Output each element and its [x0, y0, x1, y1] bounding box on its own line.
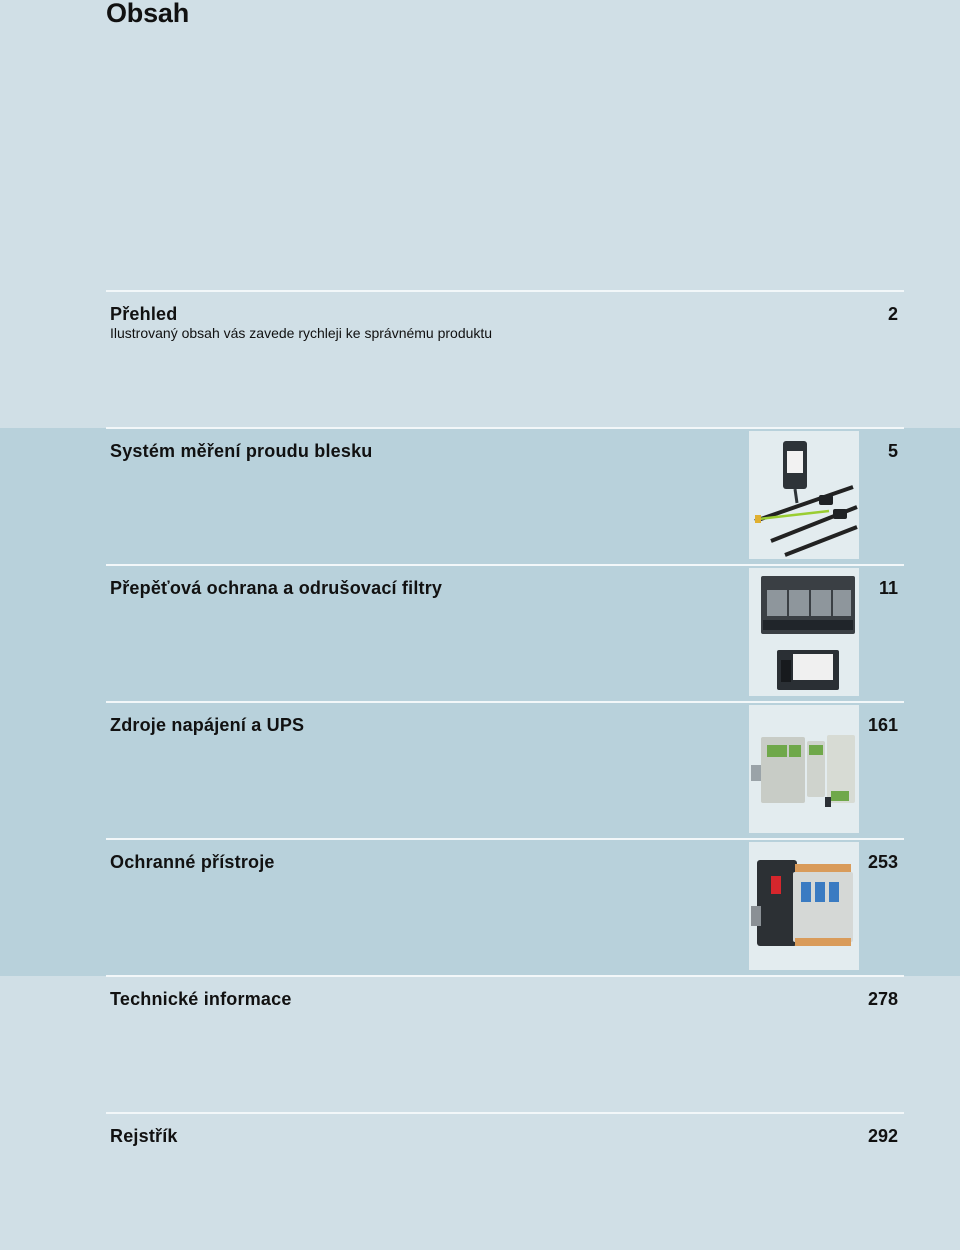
toc-entry-index[interactable]	[106, 1112, 904, 1250]
entry-page-number[interactable]: 278	[867, 989, 898, 1009]
page-title: Obsah	[106, 0, 190, 28]
toc-entry-surge-protection[interactable]	[106, 564, 904, 702]
lightning-measurement-product-image	[749, 431, 859, 559]
entry-page-number[interactable]: 292	[867, 1126, 898, 1146]
entry-label[interactable]: Přehled	[110, 304, 178, 324]
protective-devices-product-image	[749, 842, 859, 970]
entry-label[interactable]: Ochranné přístroje	[110, 852, 275, 872]
entry-label[interactable]: Přepěťová ochrana a odrušovací filtry	[110, 578, 443, 598]
toc-entry-technical-info[interactable]	[106, 975, 904, 1113]
toc-entry-protective-devices[interactable]	[106, 838, 904, 976]
toc-entry-power-supply[interactable]	[106, 701, 904, 839]
entry-page-number[interactable]: 2	[887, 304, 898, 324]
entry-label[interactable]: Zdroje napájení a UPS	[110, 715, 305, 735]
entry-label[interactable]: Rejstřík	[110, 1126, 178, 1146]
entry-label[interactable]: Technické informace	[110, 989, 292, 1009]
entry-subtitle: Ilustrovaný obsah vás zavede rychleji ke správnému produktu	[110, 325, 493, 341]
entry-page-number[interactable]: 5	[887, 441, 898, 461]
toc-entry-prehled[interactable]	[106, 290, 904, 428]
toc-entry-lightning-measurement[interactable]	[106, 427, 904, 565]
entry-page-number[interactable]: 11	[878, 578, 898, 598]
entry-page-number[interactable]: 253	[867, 852, 898, 872]
entry-label[interactable]: Systém měření proudu blesku	[110, 441, 373, 461]
power-supply-product-image	[749, 705, 859, 833]
entry-page-number[interactable]: 161	[867, 715, 898, 735]
surge-protection-product-image	[749, 568, 859, 696]
